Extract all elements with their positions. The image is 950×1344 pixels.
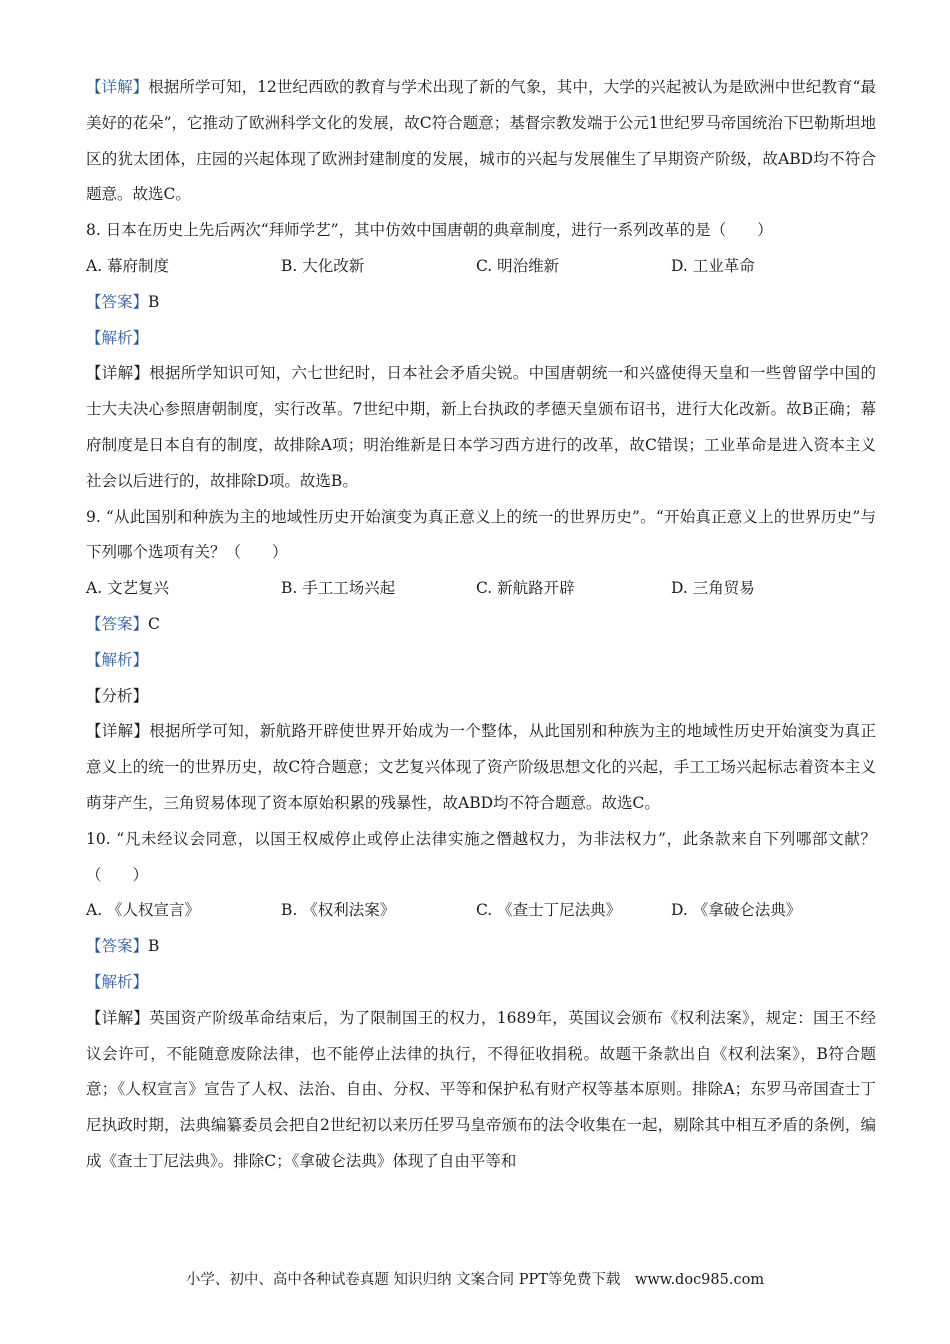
intro-paragraph — [86, 70, 876, 213]
question-8: 8. 日本在历史上先后两次“拜师学艺”，其中仿效中国唐朝的典章制度，进行一系列改革的是（ ） — [86, 221, 773, 240]
answer-line — [86, 929, 876, 965]
answer-value: C — [148, 614, 160, 633]
option-c: C. 《查士丁尼法典》 — [476, 901, 622, 920]
answer-line — [86, 285, 876, 321]
analysis-line — [86, 965, 876, 1001]
analysis-tag: 【解析】 — [86, 972, 149, 991]
option-b: B. 大化改新 — [281, 256, 365, 275]
detail-text: 英国资产阶级革命结束后，为了限制国王的权力，1689年，英国议会颁布《权利法案》，规定：国王不经议会许可，不能随意废除法律，也不能停止法律的执行，不得征收捐税。故题干条款出自《权利法案》，B符合题意；《人权宣言》宣告了人权、法治、自由、分权、平等和保护私有财产权等基本原则。排除A；东罗马帝国查士丁尼执政时期，法典编纂委员会把自2世纪初以来历任罗马皇帝颁布的法令收集在一起，剔除其中相互矛盾的条例，编成《查士丁尼法典》。排除C；《拿破仑法典》体现了自由平等和 — [86, 1008, 876, 1170]
fenxi-tag: 【分析】 — [86, 686, 149, 705]
option-b: B. 手工工场兴起 — [281, 579, 396, 598]
answer-tag: 【答案】 — [86, 614, 149, 633]
question-9-options — [86, 571, 876, 607]
page-footer: 小学、初中、高中各种试卷真题 知识归纳 文案合同 PPT等免费下载 www.doc985.com — [185, 1272, 765, 1288]
option-a: A. 幕府制度 — [86, 256, 170, 275]
detail-paragraph — [86, 1001, 876, 1180]
option-d: D. 三角贸易 — [671, 579, 755, 598]
option-a: A. 文艺复兴 — [86, 579, 170, 598]
option-c: C. 新航路开辟 — [476, 579, 575, 598]
analysis-line — [86, 643, 876, 679]
analysis-tag: 【解析】 — [86, 650, 149, 669]
option-d: D. 工业革命 — [671, 256, 755, 275]
detail-text: 根据所学可知，新航路开辟使世界开始成为一个整体，从此国别和种族为主的地域性历史开始演变为真正意义上的统一的世界历史，故C符合题意；文艺复兴体现了资产阶级思想文化的兴起，手工工场兴起标志着资本主义萌芽产生，三角贸易体现了资本原始积累的残暴性，故ABD均不符合题意。故选C。 — [86, 722, 876, 812]
detail-paragraph — [86, 356, 876, 499]
option-c: C. 明治维新 — [476, 256, 560, 275]
detail-text: 根据所学知识可知，六七世纪时，日本社会矛盾尖锐。中国唐朝统一和兴盛使得天皇和一些曾留学中国的士大夫决心参照唐朝制度，实行改革。7世纪中期，新上台执政的孝德天皇颁布诏书，进行大化改新。故B正确；幕府制度是日本自有的制度，故排除A项；明治维新是日本学习西方进行的改革，故C错误；工业革命是进入资本主义社会以后进行的，故排除D项。故选B。 — [86, 364, 876, 490]
detail-text: 根据所学可知，12世纪西欧的教育与学术出现了新的气象，其中，大学的兴起被认为是欧洲中世纪教育“最美好的花朵”，它推动了欧洲科学文化的发展，故C符合题意；基督宗教发端于公元1世纪罗马帝国统治下巴勒斯坦地区的犹太团体，庄园的兴起体现了欧洲封建制度的发展，城市的兴起与发展催生了早期资产阶级，故ABD均不符合题意。故选C。 — [86, 78, 876, 204]
question-8-options — [86, 249, 876, 285]
question-9: 9. “从此国别和种族为主的地域性历史开始演变为真正意义上的统一的世界历史”。“开始真正意义上的世界历史”与下列哪个选项有关？（ ） — [86, 507, 876, 562]
option-d: D. 《拿破仑法典》 — [671, 901, 802, 920]
question-10: 10. “凡未经议会同意，以国王权威停止或停止法律实施之僭越权力，为非法权力”，此条款来自下列哪部文献？（ ） — [86, 829, 876, 884]
detail-tag: 【详解】 — [86, 1008, 150, 1027]
document-page — [86, 70, 876, 1180]
answer-tag: 【答案】 — [86, 937, 149, 956]
option-b: B. 《权利法案》 — [281, 901, 396, 920]
fenxi-line — [86, 679, 876, 715]
answer-tag: 【答案】 — [86, 292, 149, 311]
question-10-options — [86, 893, 876, 929]
answer-value: B — [148, 292, 160, 311]
analysis-line — [86, 321, 876, 357]
answer-value: B — [148, 937, 160, 956]
detail-tag: 【详解】 — [86, 364, 150, 383]
detail-tag: 【详解】 — [86, 722, 150, 741]
detail-tag: 【详解】 — [86, 78, 149, 96]
answer-line — [86, 607, 876, 643]
detail-paragraph — [86, 714, 876, 821]
option-a: A. 《人权宣言》 — [86, 901, 201, 920]
analysis-tag: 【解析】 — [86, 328, 149, 347]
